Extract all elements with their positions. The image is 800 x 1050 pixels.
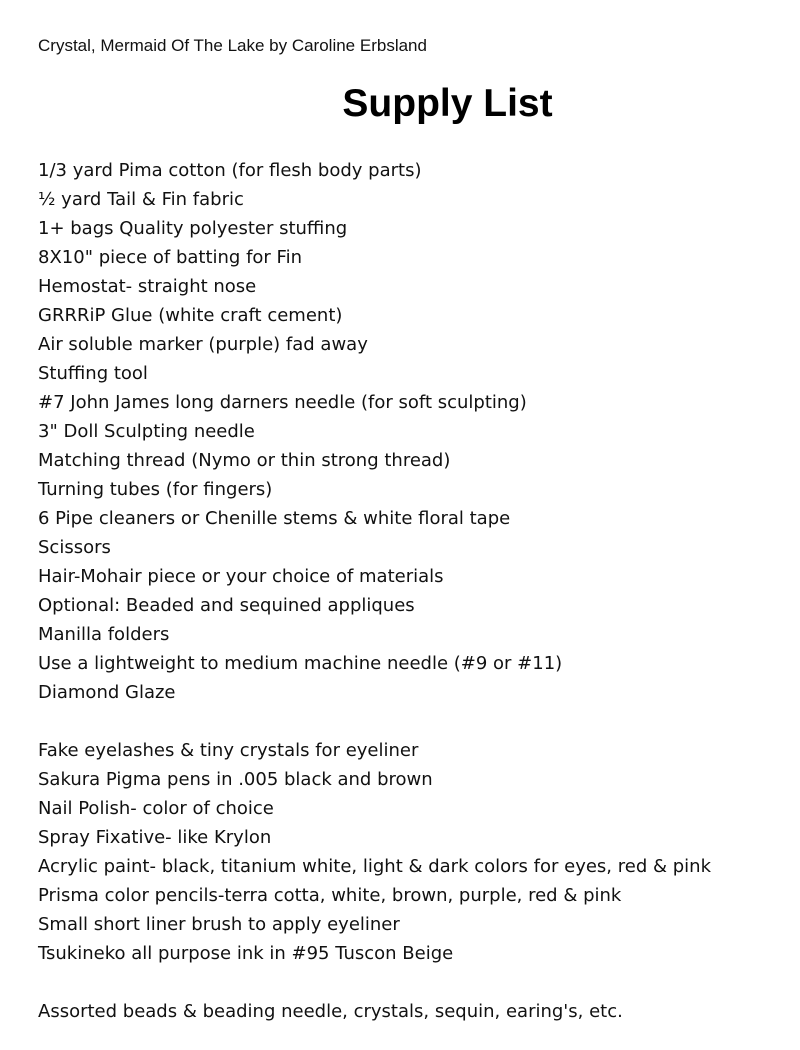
list-item: Acrylic paint- black, titanium white, light & dark colors for eyes, red & pink [38, 856, 711, 877]
list-item: 1+ bags Quality polyester stuffing [38, 218, 348, 239]
list-item: Fake eyelashes & tiny crystals for eyeliner [38, 740, 419, 761]
list-item: Air soluble marker (purple) fad away [38, 334, 368, 355]
list-item: Scissors [38, 537, 111, 558]
list-item: 1/3 yard Pima cotton (for flesh body parts) [38, 160, 422, 181]
list-item: Turning tubes (for fingers) [38, 479, 273, 500]
list-item: Prisma color pencils-terra cotta, white, brown, purple, red & pink [38, 885, 622, 906]
list-item: Sakura Pigma pens in .005 black and brown [38, 769, 433, 790]
list-item: 6 Pipe cleaners or Chenille stems & white floral tape [38, 508, 511, 529]
list-item: Diamond Glaze [38, 682, 176, 703]
supply-list [38, 156, 798, 1026]
list-item: Manilla folders [38, 624, 170, 645]
list-item: Small short liner brush to apply eyeliner [38, 914, 400, 935]
list-item: 3" Doll Sculpting needle [38, 421, 255, 442]
list-item: Use a lightweight to medium machine needle (#9 or #11) [38, 653, 563, 674]
list-item: Matching thread (Nymo or thin strong thread) [38, 450, 451, 471]
page-title: Supply List [342, 82, 553, 125]
list-item: Optional: Beaded and sequined appliques [38, 595, 415, 616]
list-item: Tsukineko all purpose ink in #95 Tuscon Beige [38, 943, 454, 964]
list-item: 8X10" piece of batting for Fin [38, 247, 303, 268]
supply-section-materials [38, 156, 798, 707]
list-item: Hemostat- straight nose [38, 276, 257, 297]
list-item: Stuffing tool [38, 363, 148, 384]
list-item: Nail Polish- color of choice [38, 798, 274, 819]
list-item: GRRRiP Glue (white craft cement) [38, 305, 343, 326]
list-item: Spray Fixative- like Krylon [38, 827, 272, 848]
list-item: #7 John James long darners needle (for soft sculpting) [38, 392, 527, 413]
list-item: Assorted beads & beading needle, crystals, sequin, earing's, etc. [38, 1001, 623, 1022]
supply-section-embellishments [38, 997, 798, 1026]
supply-section-face [38, 736, 798, 968]
document-byline: Crystal, Mermaid Of The Lake by Caroline Erbsland [38, 36, 427, 55]
list-item: Hair-Mohair piece or your choice of materials [38, 566, 444, 587]
list-item: ½ yard Tail & Fin fabric [38, 189, 244, 210]
